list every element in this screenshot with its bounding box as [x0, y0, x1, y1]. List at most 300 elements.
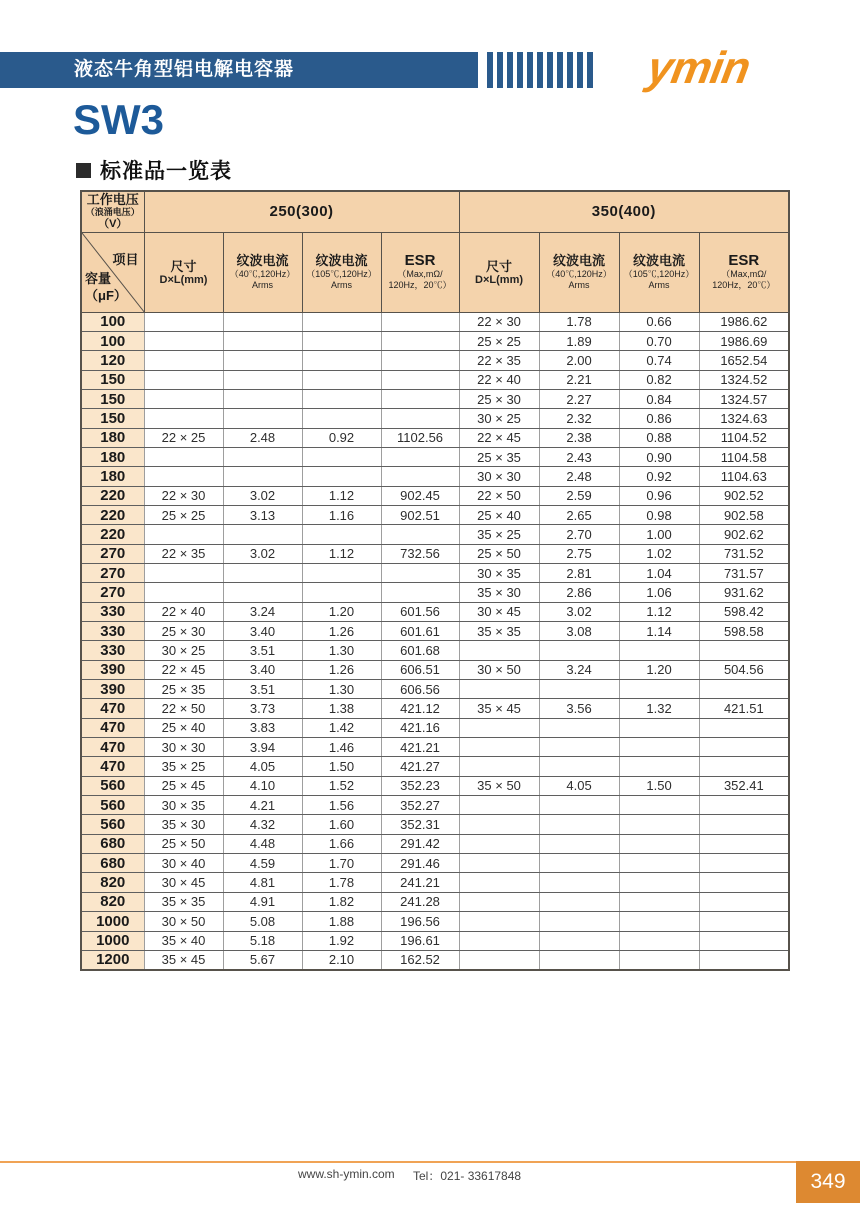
value-cell: 0.88 — [619, 428, 699, 447]
value-cell: 2.86 — [539, 583, 619, 602]
value-cell: 931.62 — [699, 583, 789, 602]
value-cell — [144, 389, 223, 408]
capacity-cell: 180 — [81, 447, 144, 466]
value-cell: 902.62 — [699, 525, 789, 544]
value-cell: 22 × 45 — [459, 428, 539, 447]
value-cell — [381, 409, 459, 428]
value-cell: 3.08 — [539, 622, 619, 641]
value-cell — [619, 931, 699, 950]
value-cell — [459, 757, 539, 776]
value-cell: 0.96 — [619, 486, 699, 505]
value-cell — [539, 950, 619, 969]
capacity-cell: 680 — [81, 834, 144, 853]
value-cell: 2.10 — [302, 950, 381, 969]
value-cell — [539, 738, 619, 757]
value-cell: 4.48 — [223, 834, 302, 853]
table-row — [81, 389, 789, 408]
value-cell: 1.20 — [619, 660, 699, 679]
ripple-105-column-header-350: 纹波电流 （105℃,120Hz） Arms — [619, 232, 699, 312]
value-cell — [223, 563, 302, 582]
value-cell: 3.24 — [223, 602, 302, 621]
value-cell: 1.04 — [619, 563, 699, 582]
capacity-cell: 150 — [81, 409, 144, 428]
value-cell: 3.83 — [223, 718, 302, 737]
surge-voltage-label: （浪涌电压） — [85, 207, 140, 218]
capacity-cell: 150 — [81, 370, 144, 389]
table-row — [81, 660, 789, 679]
value-cell — [699, 738, 789, 757]
value-cell — [459, 796, 539, 815]
value-cell: 25 × 35 — [144, 680, 223, 699]
table-row — [81, 854, 789, 873]
value-cell: 35 × 50 — [459, 776, 539, 795]
table-row — [81, 641, 789, 660]
value-cell: 1324.57 — [699, 389, 789, 408]
value-cell: 4.91 — [223, 892, 302, 911]
value-cell: 1.06 — [619, 583, 699, 602]
value-cell: 1.70 — [302, 854, 381, 873]
value-cell — [302, 351, 381, 370]
value-cell: 22 × 30 — [459, 312, 539, 331]
value-cell: 30 × 30 — [459, 467, 539, 486]
value-cell: 35 × 25 — [459, 525, 539, 544]
value-cell — [302, 583, 381, 602]
value-cell: 5.67 — [223, 950, 302, 969]
section-heading — [76, 155, 232, 185]
value-cell: 3.51 — [223, 680, 302, 699]
value-cell — [144, 351, 223, 370]
value-cell — [302, 331, 381, 350]
value-cell — [459, 912, 539, 931]
value-cell — [302, 447, 381, 466]
value-cell: 5.18 — [223, 931, 302, 950]
value-cell: 1.38 — [302, 699, 381, 718]
value-cell: 2.48 — [223, 428, 302, 447]
value-cell — [144, 331, 223, 350]
capacity-cell: 470 — [81, 718, 144, 737]
value-cell: 241.21 — [381, 873, 459, 892]
value-cell: 1.32 — [619, 699, 699, 718]
value-cell: 2.48 — [539, 467, 619, 486]
value-cell: 1.60 — [302, 815, 381, 834]
value-cell: 1.12 — [302, 486, 381, 505]
value-cell — [699, 892, 789, 911]
value-cell: 1.02 — [619, 544, 699, 563]
table-row — [81, 680, 789, 699]
item-capacity-diagonal-header — [81, 232, 144, 312]
value-cell: 1104.63 — [699, 467, 789, 486]
value-cell — [302, 563, 381, 582]
value-cell: 421.12 — [381, 699, 459, 718]
value-cell: 0.98 — [619, 505, 699, 524]
table-row — [81, 370, 789, 389]
value-cell — [381, 583, 459, 602]
value-cell — [699, 950, 789, 969]
value-cell: 421.27 — [381, 757, 459, 776]
value-cell: 352.41 — [699, 776, 789, 795]
capacity-cell: 220 — [81, 505, 144, 524]
value-cell: 1.26 — [302, 622, 381, 641]
section-title: 标准品一览表 — [100, 160, 232, 183]
footer-divider-line — [0, 1161, 796, 1163]
value-cell: 0.82 — [619, 370, 699, 389]
value-cell — [144, 447, 223, 466]
table-row — [81, 912, 789, 931]
value-cell: 4.05 — [539, 776, 619, 795]
value-cell — [459, 680, 539, 699]
capacity-cell: 470 — [81, 699, 144, 718]
value-cell: 1.88 — [302, 912, 381, 931]
capacity-cell: 270 — [81, 563, 144, 582]
capacity-cell: 1000 — [81, 912, 144, 931]
value-cell: 1.56 — [302, 796, 381, 815]
value-cell: 4.21 — [223, 796, 302, 815]
capacity-cell: 470 — [81, 738, 144, 757]
value-cell: 1.78 — [539, 312, 619, 331]
value-cell: 1.14 — [619, 622, 699, 641]
table-row — [81, 776, 789, 795]
value-cell: 30 × 25 — [144, 641, 223, 660]
standard-products-table — [80, 190, 790, 971]
value-cell: 0.92 — [302, 428, 381, 447]
value-cell: 1.12 — [302, 544, 381, 563]
value-cell: 25 × 25 — [144, 505, 223, 524]
value-cell — [302, 467, 381, 486]
table-row — [81, 447, 789, 466]
value-cell: 22 × 30 — [144, 486, 223, 505]
value-cell: 1324.52 — [699, 370, 789, 389]
ripple-40-column-header-350: 纹波电流 （40℃,120Hz） Arms — [539, 232, 619, 312]
ymin-logo: ymin — [643, 42, 754, 93]
value-cell: 2.65 — [539, 505, 619, 524]
value-cell: 30 × 35 — [144, 796, 223, 815]
value-cell: 1.78 — [302, 873, 381, 892]
table-row — [81, 622, 789, 641]
value-cell — [619, 718, 699, 737]
value-cell — [619, 892, 699, 911]
value-cell: 291.46 — [381, 854, 459, 873]
value-cell — [302, 409, 381, 428]
value-cell: 25 × 50 — [459, 544, 539, 563]
value-cell: 2.81 — [539, 563, 619, 582]
value-cell — [539, 641, 619, 660]
value-cell — [381, 351, 459, 370]
value-cell: 1.66 — [302, 834, 381, 853]
capacity-cell: 820 — [81, 873, 144, 892]
value-cell: 0.86 — [619, 409, 699, 428]
value-cell — [381, 389, 459, 408]
value-cell: 1.89 — [539, 331, 619, 350]
value-cell: 30 × 30 — [144, 738, 223, 757]
value-cell — [539, 718, 619, 737]
value-cell: 2.27 — [539, 389, 619, 408]
value-cell: 35 × 30 — [459, 583, 539, 602]
value-cell: 1.16 — [302, 505, 381, 524]
header-bar — [0, 52, 478, 88]
value-cell — [619, 815, 699, 834]
value-cell — [381, 370, 459, 389]
value-cell — [144, 583, 223, 602]
value-cell: 3.40 — [223, 622, 302, 641]
value-cell: 1.46 — [302, 738, 381, 757]
table-row — [81, 312, 789, 331]
value-cell — [699, 854, 789, 873]
value-cell: 601.61 — [381, 622, 459, 641]
value-cell: 2.21 — [539, 370, 619, 389]
value-cell: 1104.58 — [699, 447, 789, 466]
value-cell — [539, 892, 619, 911]
capacity-cell: 180 — [81, 467, 144, 486]
value-cell: 3.40 — [223, 660, 302, 679]
table-row — [81, 738, 789, 757]
table-row — [81, 505, 789, 524]
value-cell: 1102.56 — [381, 428, 459, 447]
capacity-cell: 120 — [81, 351, 144, 370]
value-cell: 4.81 — [223, 873, 302, 892]
value-cell — [144, 563, 223, 582]
value-cell — [223, 467, 302, 486]
capacity-cell: 100 — [81, 331, 144, 350]
value-cell: 30 × 50 — [144, 912, 223, 931]
value-cell: 1.42 — [302, 718, 381, 737]
value-cell — [539, 854, 619, 873]
value-cell: 4.59 — [223, 854, 302, 873]
table-row — [81, 815, 789, 834]
value-cell: 22 × 25 — [144, 428, 223, 447]
value-cell: 0.92 — [619, 467, 699, 486]
value-cell: 35 × 35 — [144, 892, 223, 911]
value-cell — [223, 447, 302, 466]
value-cell — [619, 950, 699, 969]
value-cell: 30 × 50 — [459, 660, 539, 679]
value-cell: 352.23 — [381, 776, 459, 795]
value-cell: 606.51 — [381, 660, 459, 679]
value-cell — [302, 525, 381, 544]
value-cell — [381, 331, 459, 350]
value-cell — [381, 312, 459, 331]
value-cell: 1986.62 — [699, 312, 789, 331]
value-cell: 598.58 — [699, 622, 789, 641]
value-cell: 30 × 35 — [459, 563, 539, 582]
value-cell: 5.08 — [223, 912, 302, 931]
value-cell: 2.70 — [539, 525, 619, 544]
value-cell: 4.32 — [223, 815, 302, 834]
table-row — [81, 873, 789, 892]
value-cell — [223, 312, 302, 331]
value-cell — [459, 873, 539, 892]
value-cell — [381, 525, 459, 544]
value-cell — [619, 738, 699, 757]
value-cell: 25 × 45 — [144, 776, 223, 795]
footer-telephone: Tel：021- 33617848 — [413, 1169, 522, 1183]
value-cell: 421.51 — [699, 699, 789, 718]
value-cell — [459, 815, 539, 834]
value-cell — [699, 680, 789, 699]
capacity-text: 容量 — [85, 270, 112, 286]
value-cell — [223, 351, 302, 370]
value-cell — [619, 834, 699, 853]
value-cell: 35 × 40 — [144, 931, 223, 950]
value-cell: 25 × 30 — [459, 389, 539, 408]
value-cell: 3.94 — [223, 738, 302, 757]
value-cell — [381, 563, 459, 582]
value-cell: 196.56 — [381, 912, 459, 931]
value-cell: 2.38 — [539, 428, 619, 447]
voltage-group-250-header: 250(300) — [144, 191, 459, 232]
capacity-cell: 220 — [81, 486, 144, 505]
value-cell: 1652.54 — [699, 351, 789, 370]
value-cell: 1.82 — [302, 892, 381, 911]
table-row — [81, 602, 789, 621]
capacity-cell: 390 — [81, 680, 144, 699]
capacity-cell: 390 — [81, 660, 144, 679]
capacity-cell: 1200 — [81, 950, 144, 969]
value-cell — [144, 467, 223, 486]
capacity-cell: 560 — [81, 776, 144, 795]
value-cell — [539, 815, 619, 834]
value-cell — [539, 834, 619, 853]
value-cell: 25 × 50 — [144, 834, 223, 853]
value-cell: 3.73 — [223, 699, 302, 718]
value-cell — [699, 641, 789, 660]
value-cell — [699, 815, 789, 834]
page-number: 349 — [810, 1170, 846, 1193]
value-cell: 598.42 — [699, 602, 789, 621]
value-cell: 3.56 — [539, 699, 619, 718]
capacity-cell: 270 — [81, 544, 144, 563]
value-cell — [144, 409, 223, 428]
value-cell: 4.10 — [223, 776, 302, 795]
value-cell — [539, 912, 619, 931]
table-row — [81, 834, 789, 853]
table-row — [81, 409, 789, 428]
table-row — [81, 757, 789, 776]
value-cell: 601.56 — [381, 602, 459, 621]
value-cell: 4.05 — [223, 757, 302, 776]
value-cell: 162.52 — [381, 950, 459, 969]
table-row — [81, 486, 789, 505]
value-cell: 504.56 — [699, 660, 789, 679]
value-cell: 731.52 — [699, 544, 789, 563]
table-row — [81, 331, 789, 350]
value-cell — [699, 834, 789, 853]
value-cell: 35 × 45 — [459, 699, 539, 718]
size-column-header-250: 尺寸 D×L(mm) — [144, 232, 223, 312]
value-cell: 606.56 — [381, 680, 459, 699]
capacity-cell: 560 — [81, 815, 144, 834]
value-cell: 30 × 45 — [144, 873, 223, 892]
table-row — [81, 467, 789, 486]
value-cell: 0.70 — [619, 331, 699, 350]
square-bullet-icon — [76, 163, 91, 178]
table-row — [81, 931, 789, 950]
value-cell: 2.00 — [539, 351, 619, 370]
value-cell: 1104.52 — [699, 428, 789, 447]
table-row — [81, 892, 789, 911]
value-cell — [144, 525, 223, 544]
value-cell: 25 × 40 — [459, 505, 539, 524]
value-cell: 1.20 — [302, 602, 381, 621]
value-cell: 902.51 — [381, 505, 459, 524]
capacity-cell: 220 — [81, 525, 144, 544]
value-cell: 1.30 — [302, 641, 381, 660]
table-row — [81, 699, 789, 718]
value-cell — [539, 931, 619, 950]
value-cell: 30 × 40 — [144, 854, 223, 873]
value-cell: 25 × 30 — [144, 622, 223, 641]
value-cell — [223, 583, 302, 602]
value-cell: 2.59 — [539, 486, 619, 505]
value-cell: 0.84 — [619, 389, 699, 408]
value-cell: 1.12 — [619, 602, 699, 621]
model-title: SW3 — [73, 96, 165, 143]
value-cell: 2.43 — [539, 447, 619, 466]
capacity-cell: 270 — [81, 583, 144, 602]
table-row — [81, 718, 789, 737]
capacity-cell: 330 — [81, 641, 144, 660]
value-cell: 25 × 40 — [144, 718, 223, 737]
value-cell: 0.74 — [619, 351, 699, 370]
value-cell: 2.75 — [539, 544, 619, 563]
value-cell — [459, 718, 539, 737]
working-voltage-label: 工作电压 — [86, 192, 139, 208]
value-cell — [223, 409, 302, 428]
value-cell — [223, 370, 302, 389]
stripes-decoration-icon — [487, 52, 593, 88]
value-cell: 3.02 — [539, 602, 619, 621]
voltage-group-350-header: 350(400) — [459, 191, 789, 232]
item-label: 项目 — [112, 251, 139, 267]
value-cell: 22 × 50 — [144, 699, 223, 718]
value-cell — [699, 796, 789, 815]
value-cell: 196.61 — [381, 931, 459, 950]
value-cell — [144, 370, 223, 389]
value-cell: 1.52 — [302, 776, 381, 795]
value-cell — [459, 931, 539, 950]
value-cell — [619, 680, 699, 699]
value-cell: 3.51 — [223, 641, 302, 660]
value-cell: 35 × 45 — [144, 950, 223, 969]
ripple-105-column-header-250: 纹波电流 （105℃,120Hz） Arms — [302, 232, 381, 312]
table-body — [81, 312, 789, 970]
value-cell — [459, 950, 539, 969]
value-cell: 22 × 35 — [459, 351, 539, 370]
value-cell: 22 × 40 — [144, 602, 223, 621]
value-cell: 22 × 50 — [459, 486, 539, 505]
value-cell — [381, 447, 459, 466]
value-cell: 352.27 — [381, 796, 459, 815]
value-cell — [699, 931, 789, 950]
capacity-cell: 330 — [81, 602, 144, 621]
value-cell — [539, 873, 619, 892]
value-cell: 601.68 — [381, 641, 459, 660]
value-cell: 35 × 25 — [144, 757, 223, 776]
value-cell: 291.42 — [381, 834, 459, 853]
value-cell: 1.92 — [302, 931, 381, 950]
value-cell — [539, 680, 619, 699]
capacity-cell: 330 — [81, 622, 144, 641]
header-title: 液态牛角型铝电解电容器 — [74, 59, 295, 80]
value-cell — [699, 873, 789, 892]
value-cell — [302, 312, 381, 331]
table-row — [81, 428, 789, 447]
value-cell — [699, 912, 789, 931]
value-cell: 1.30 — [302, 680, 381, 699]
value-cell — [459, 834, 539, 853]
value-cell: 732.56 — [381, 544, 459, 563]
ripple-40-column-header-250: 纹波电流 （40℃,120Hz） Arms — [223, 232, 302, 312]
value-cell: 3.02 — [223, 486, 302, 505]
